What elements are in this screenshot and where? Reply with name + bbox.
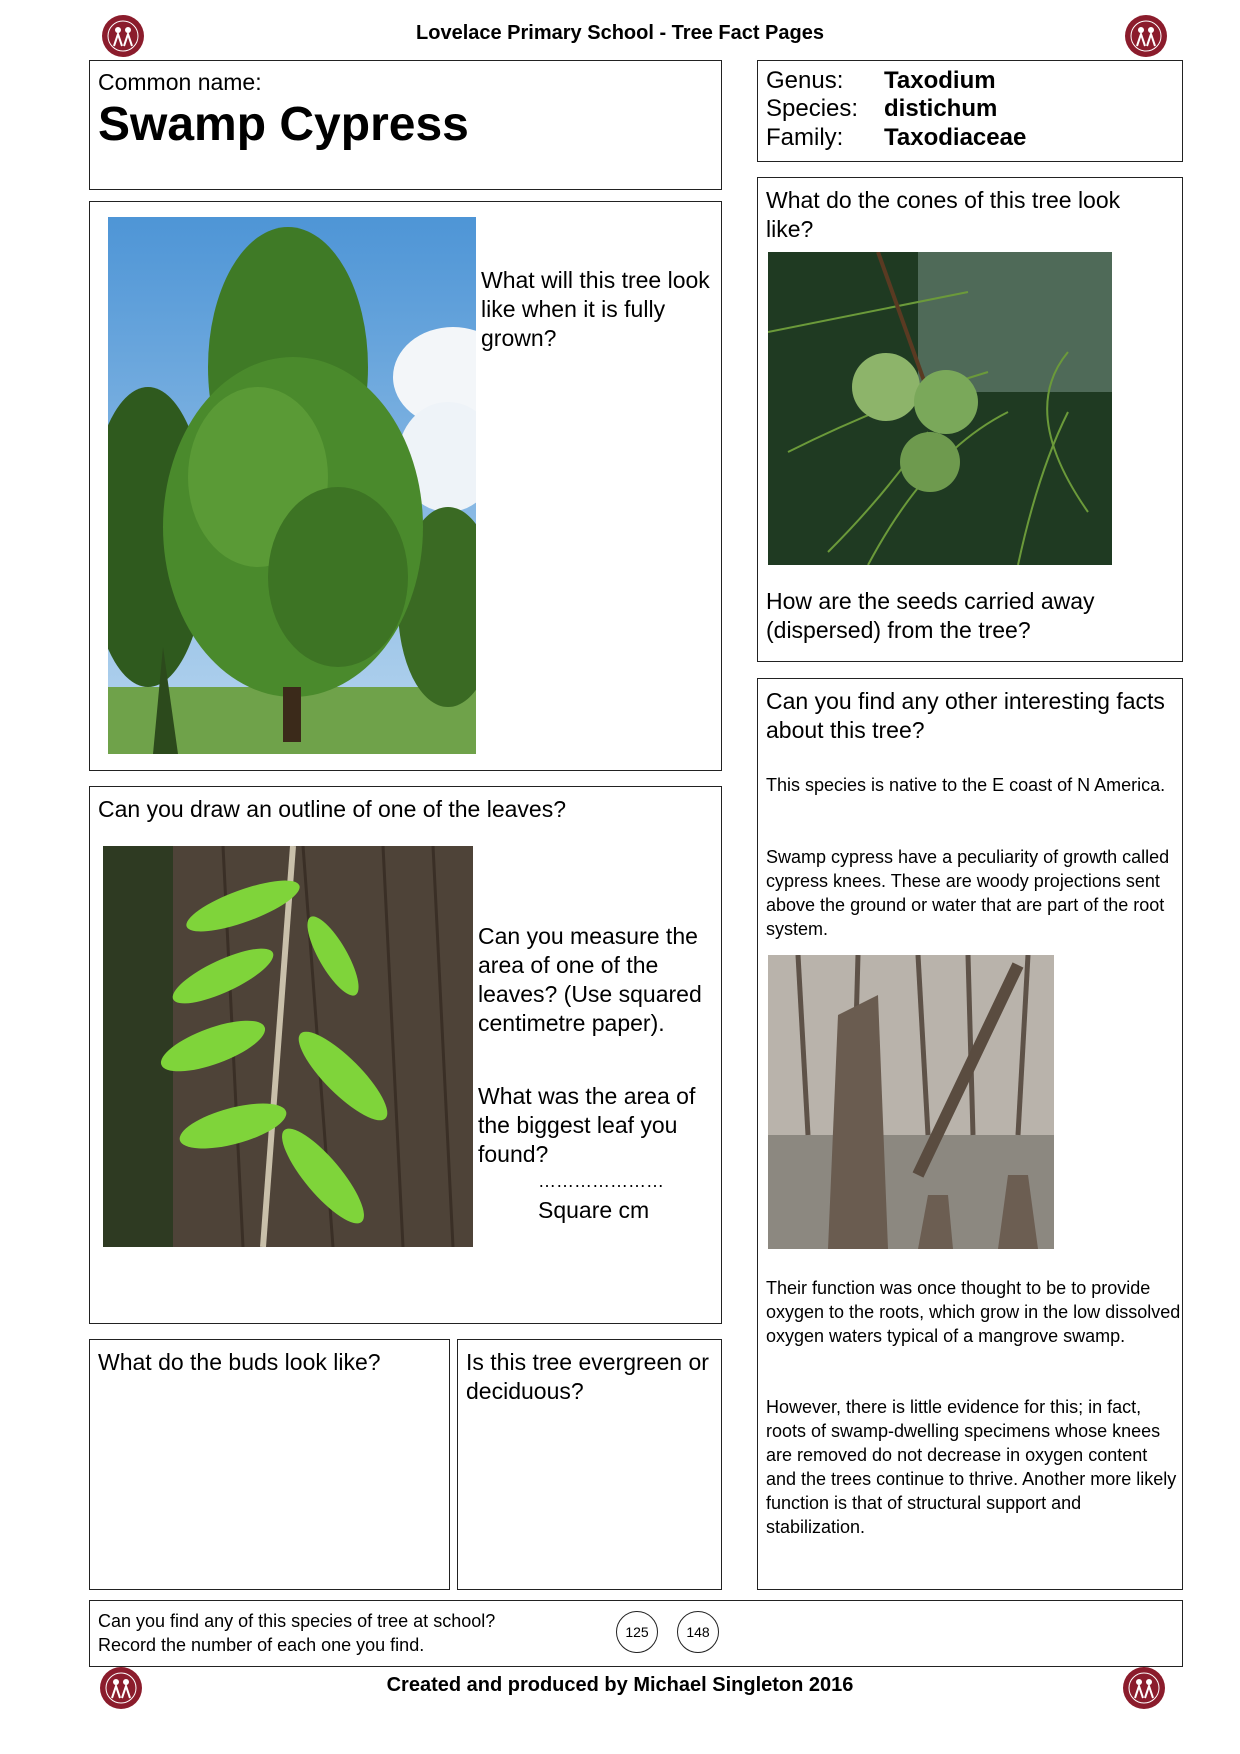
leaves-photo (103, 846, 473, 1247)
family-label: Family: (766, 124, 844, 151)
fact-knees: Swamp cypress have a peculiarity of growth called cypress knees. These are woody projections sent above the ground or water that are part of the root system. (766, 847, 1170, 939)
common-name-box (89, 60, 722, 190)
seeds-question: How are the seeds carried away (dispersed) from the tree? (766, 588, 1095, 643)
taxonomy-box (757, 60, 1183, 162)
species-value: distichum (884, 95, 998, 122)
fully-grown-box (89, 201, 722, 771)
cypress-knees-photo (768, 955, 1054, 1249)
facts-box (757, 678, 1183, 1590)
other-facts-question: Can you find any other interesting facts about this tree? (766, 688, 1165, 743)
buds-question: What do the buds look like? (98, 1349, 381, 1375)
buds-box (89, 1339, 450, 1590)
fully-grown-question: What will this tree look like when it is fully grown? (481, 267, 710, 351)
common-name-value: Swamp Cypress (98, 98, 469, 151)
area-unit: Square cm (538, 1197, 650, 1223)
fact-function: Their function was once thought to be to provide oxygen to the roots, which grow in the low dissolved oxygen waters typical of a mangrove swamp. (766, 1278, 1181, 1346)
tree-number-125: 125 (616, 1611, 658, 1653)
common-name-label: Common name: (98, 69, 262, 95)
page-footer: Created and produced by Michael Singleton 2016 (386, 1674, 854, 1696)
area-answer-blank[interactable]: ………………… (538, 1171, 664, 1191)
genus-row (766, 67, 996, 95)
leaves-box (89, 786, 722, 1324)
evergreen-box (457, 1339, 722, 1590)
leaf-area-question: Can you measure the area of one of the leaves? (Use squared centimetre paper). (478, 923, 702, 1036)
family-value: Taxodiaceae (884, 124, 1027, 151)
genus-value: Taxodium (884, 67, 996, 94)
genus-label: Genus: (766, 67, 844, 94)
cones-question: What do the cones of this tree look like? (766, 187, 1121, 242)
cones-box (757, 177, 1183, 662)
find-question-line2: Record the number of each one you find. (98, 1635, 425, 1655)
evergreen-question: Is this tree evergreen or deciduous? (466, 1349, 709, 1404)
tree-number-148: 148 (677, 1611, 719, 1653)
fact-native: This species is native to the E coast of N America. (766, 775, 1166, 795)
find-question-line1: Can you find any of this species of tree at school? (98, 1611, 496, 1631)
species-label: Species: (766, 95, 859, 122)
family-row (766, 124, 1026, 152)
leaf-outline-question: Can you draw an outline of one of the leaves? (98, 796, 566, 822)
biggest-leaf-question: What was the area of the biggest leaf you found? (478, 1083, 696, 1167)
species-row (766, 95, 997, 123)
tree-photo (108, 217, 476, 754)
cones-photo (768, 252, 1112, 565)
find-at-school-box (89, 1600, 1183, 1667)
page-header: Lovelace Primary School - Tree Fact Pages (416, 22, 824, 44)
fact-evidence: However, there is little evidence for this; in fact, roots of swamp-dwelling specimens whose knees are removed do not decrease in oxygen content and the trees continue to thrive. Another more likely function is that of structural support and stabilization. (766, 1397, 1177, 1537)
